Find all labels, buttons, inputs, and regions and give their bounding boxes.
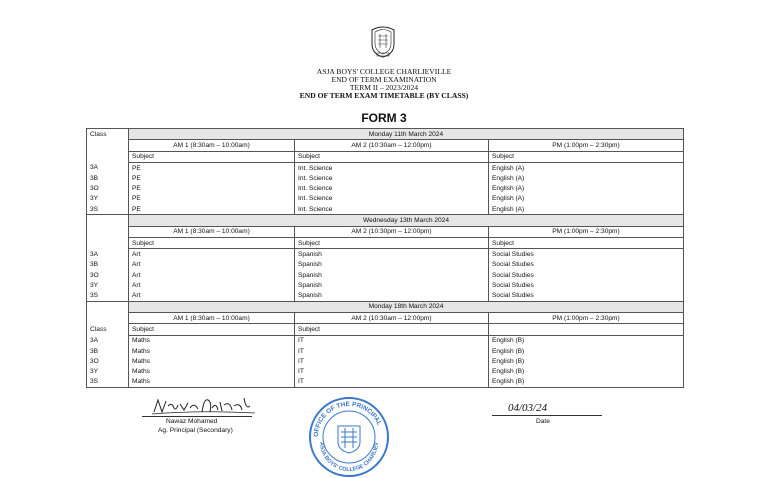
subject-cell: PE: [129, 162, 295, 173]
class-cell: 3O: [87, 356, 129, 366]
subject-cell: Art: [129, 290, 295, 301]
class-cell: 3A: [87, 162, 129, 173]
date-label: Date: [536, 418, 550, 425]
subject-cell: Spanish: [295, 290, 489, 301]
table-row: [87, 173, 684, 183]
class-cell: 3S: [87, 377, 129, 388]
session-slot: AM 2 (10:30pm – 12:00pm): [295, 226, 489, 237]
exam-title: END OF TERM EXAMINATION: [331, 75, 437, 84]
class-cell: 3O: [87, 270, 129, 280]
subject-cell: Art: [129, 270, 295, 280]
principal-signature: [150, 392, 260, 418]
class-cell: 3B: [87, 173, 129, 183]
subject-cell: Maths: [129, 367, 295, 377]
subject-cell: English (B): [489, 346, 684, 356]
class-cell: 3A: [87, 249, 129, 260]
subject-header-row: [87, 151, 684, 162]
table-row: [87, 260, 684, 270]
table-row: [87, 204, 684, 215]
table-row: [87, 367, 684, 377]
session-slot: AM 1 (8:30am – 10:00am): [129, 226, 295, 237]
table-row: [87, 280, 684, 290]
class-cell: 3Y: [87, 194, 129, 204]
subject-cell: Maths: [129, 356, 295, 366]
session-slot: AM 2 (10:30am – 12:00pm): [295, 140, 489, 151]
table-row: [87, 377, 684, 388]
subject-header: Subject: [129, 324, 295, 335]
school-crest-icon: [368, 24, 398, 58]
class-cell: 3B: [87, 346, 129, 356]
class-cell: 3Y: [87, 367, 129, 377]
subject-cell: Art: [129, 249, 295, 260]
table-row: [87, 356, 684, 366]
class-header-cell: [87, 215, 129, 226]
class-cell: 3O: [87, 183, 129, 193]
subject-cell: IT: [295, 335, 489, 346]
subject-cell: Int. Science: [295, 183, 489, 193]
subject-cell: English (B): [489, 356, 684, 366]
blank-cell: [87, 226, 129, 237]
class-cell: 3Y: [87, 280, 129, 290]
timetable-subtitle: END OF TERM EXAM TIMETABLE (BY CLASS): [299, 91, 469, 100]
session-slot: AM 1 (8:30am – 10:00am): [129, 313, 295, 324]
class-label-cell: [87, 151, 129, 162]
date-row: [87, 301, 684, 312]
class-header-cell: Class: [87, 129, 129, 140]
class-header-cell: [87, 301, 129, 312]
svg-text:ASJA BOYS' COLLEGE CHARLIEVILL: ASJA BOYS' COLLEGE CHARLIEV: [317, 441, 381, 474]
date-row: [87, 215, 684, 226]
session-slot: AM 1 (8:30am – 10:00am): [129, 140, 295, 151]
subject-cell: Art: [129, 280, 295, 290]
subject-cell: Spanish: [295, 249, 489, 260]
table-row: [87, 194, 684, 204]
subject-header: Subject: [489, 237, 684, 248]
subject-cell: IT: [295, 367, 489, 377]
subject-cell: PE: [129, 183, 295, 193]
blank-cell: [87, 313, 129, 324]
table-row: [87, 270, 684, 280]
class-cell: 3B: [87, 260, 129, 270]
table-row: [87, 346, 684, 356]
session-slot: PM (1:00pm – 2:30pm): [489, 226, 684, 237]
class-label-cell: [87, 237, 129, 248]
subject-cell: Art: [129, 260, 295, 270]
subject-cell: English (A): [489, 173, 684, 183]
subject-cell: PE: [129, 173, 295, 183]
subject-header-row: [87, 324, 684, 335]
subject-cell: English (A): [489, 204, 684, 215]
exam-date: Monday 11th March 2024: [129, 129, 684, 140]
subject-cell: IT: [295, 346, 489, 356]
class-cell: 3S: [87, 204, 129, 215]
exam-date: Monday 18th March 2024: [129, 301, 684, 312]
subject-cell: Spanish: [295, 280, 489, 290]
subject-cell: Social Studies: [489, 249, 684, 260]
subject-cell: Maths: [129, 335, 295, 346]
subject-cell: Social Studies: [489, 280, 684, 290]
subject-cell: Spanish: [295, 260, 489, 270]
table-row: [87, 290, 684, 301]
subject-header: Subject: [295, 324, 489, 335]
subject-cell: English (A): [489, 162, 684, 173]
date-row: [87, 129, 684, 140]
table-row: [87, 335, 684, 346]
school-name: ASJA BOYS' COLLEGE CHARLIEVILLE: [316, 67, 452, 76]
subject-header-row: [87, 237, 684, 248]
session-slot: AM 2 (10:30am – 12:00pm): [295, 313, 489, 324]
subject-header: Subject: [295, 237, 489, 248]
class-label-cell: Class: [87, 324, 129, 335]
exam-date: Wednesday 13th March 2024: [129, 215, 684, 226]
signed-date: 04/03/24: [508, 402, 548, 414]
subject-cell: English (A): [489, 194, 684, 204]
subject-header: Subject: [129, 237, 295, 248]
subject-cell: English (B): [489, 335, 684, 346]
subject-cell: PE: [129, 194, 295, 204]
slot-row: [87, 313, 684, 324]
subject-cell: Social Studies: [489, 260, 684, 270]
session-slot: PM (1:00pm – 2:30pm): [489, 313, 684, 324]
table-row: [87, 183, 684, 193]
exam-timetable: [86, 128, 684, 388]
subject-header: Subject: [489, 151, 684, 162]
subject-cell: Int. Science: [295, 173, 489, 183]
subject-cell: Spanish: [295, 270, 489, 280]
subject-cell: Maths: [129, 346, 295, 356]
subject-cell: English (B): [489, 377, 684, 388]
subject-cell: Maths: [129, 377, 295, 388]
blank-cell: [87, 140, 129, 151]
subject-cell: PE: [129, 204, 295, 215]
subject-cell: IT: [295, 377, 489, 388]
slot-row: [87, 226, 684, 237]
subject-cell: English (B): [489, 367, 684, 377]
subject-header: Subject: [129, 151, 295, 162]
slot-row: [87, 140, 684, 151]
subject-cell: Social Studies: [489, 270, 684, 280]
subject-header: Subject: [295, 151, 489, 162]
principal-name: Nawaz Mohamed: [166, 418, 218, 425]
principal-title: Ag. Principal (Secondary): [158, 427, 233, 434]
term-title: TERM II – 2023/2024: [349, 83, 419, 92]
table-row: [87, 162, 684, 173]
table-row: [87, 249, 684, 260]
class-cell: 3S: [87, 290, 129, 301]
class-cell: 3A: [87, 335, 129, 346]
subject-cell: Social Studies: [489, 290, 684, 301]
subject-header: [489, 324, 684, 335]
subject-cell: Int. Science: [295, 204, 489, 215]
subject-cell: English (A): [489, 183, 684, 193]
svg-text:OFFICE OF THE PRINCIPAL: OFFICE OF THE PRINCIPAL: [312, 400, 383, 438]
subject-cell: Int. Science: [295, 194, 489, 204]
subject-cell: Int. Science: [295, 162, 489, 173]
subject-cell: IT: [295, 356, 489, 366]
form-title: FORM 3: [361, 111, 407, 125]
session-slot: PM (1:00pm – 2:30pm): [489, 140, 684, 151]
